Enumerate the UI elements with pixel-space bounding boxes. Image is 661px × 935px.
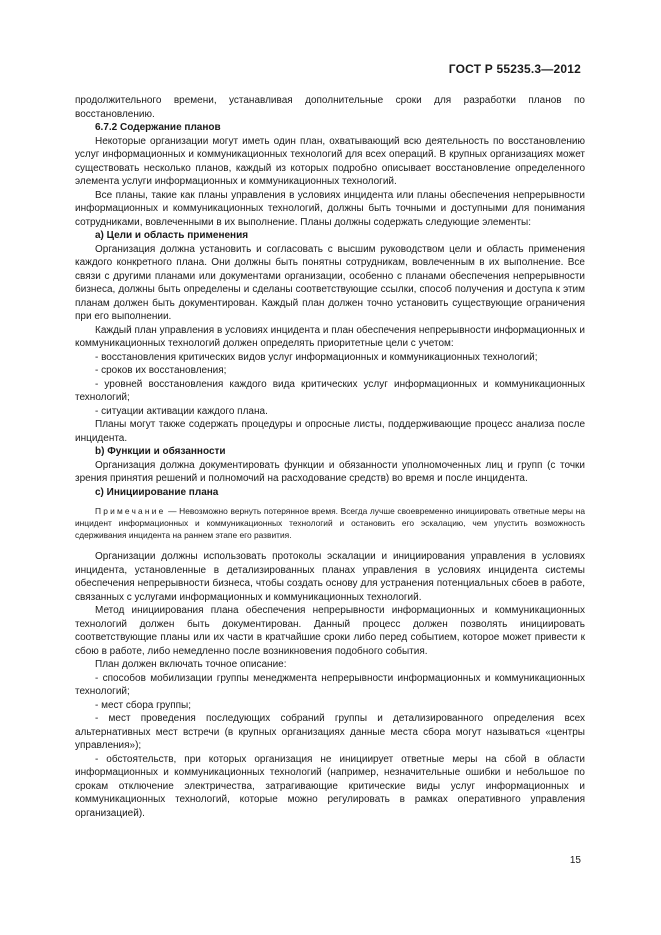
section-heading: 6.7.2 Содержание планов (95, 122, 221, 133)
paragraph: Все планы, такие как планы управления в условиях инцидента или планы обеспечения непрерывности информационных и коммуникационных технологий, должны быть точными и доступными для понимания сотрудниками, вовлеченными в их выполнение. Планы должны содержать следующие элементы: (75, 189, 585, 228)
paragraph: Некоторые организации могут иметь один план, охватывающий всю деятельность по восстановлению услуг информационных и коммуникационных технологий для всех операций. В крупных организациях может существовать несколько планов, каждый из которых подробно описывает восстановление определенного элемента услуги информационных и коммуникационных технологий. (75, 135, 585, 187)
subsection-heading-b: b) Функции и обязанности (95, 446, 226, 457)
paragraph: Метод инициирования плана обеспечения непрерывности информационных и коммуникационных технологий должен быть документирован. Данный процесс должен позволять инициировать соответствующие планы или их части в кратчайшие сроки либо перед событием, которое может привести к сбою в работе, либо немедленно после возникновения подобного события. (75, 605, 585, 657)
list-item: - мест сбора группы; (95, 699, 191, 711)
list-item: - мест проведения последующих собраний группы и детализированного определения всех альтернативных мест встречи (в крупных организациях данные места сбора могут называться «центры управления»); (75, 713, 585, 751)
document-header-id: ГОСТ Р 55235.3—2012 (448, 62, 581, 76)
paragraph: Планы могут также содержать процедуры и опросные листы, поддерживающие процесс анализа после инцидента. (75, 419, 585, 444)
list-item: - уровней восстановления каждого вида критических услуг информационных и коммуникационных технологий; (75, 378, 585, 403)
document-body (75, 94, 585, 820)
list-item: - способов мобилизации группы менеджмента непрерывности информационных и коммуникационных технологий; (75, 672, 585, 697)
list-item: - ситуации активации каждого плана. (95, 405, 268, 417)
list-item: - обстоятельств, при которых организация не инициирует ответные меры на сбой в области информационных и коммуникационных технологий (например, незначительные ошибки и небольшое по срокам отключение электричества, затрагивающие критические виды услуг информационных и коммуникационных технологий, которые можно регулировать в рамках оперативного управления организацией). (75, 753, 585, 819)
list-item: - сроков их восстановления; (95, 365, 227, 376)
list-item: - восстановления критических видов услуг информационных и коммуникационных технологий; (95, 351, 538, 363)
note-label: Примечание (95, 506, 166, 516)
paragraph: Организации должны использовать протоколы эскалации и инициирования управления в условиях инцидента, установленные в детализированных планах управления в условиях инцидента системы обеспечения непрерывности бизнеса, чтобы создать основу для устранения потенциальных сбоев в работе, связанных с услугами информационных и коммуникационных технологий. (75, 551, 585, 603)
subsection-heading-c: c) Инициирование плана (95, 486, 219, 498)
paragraph-continuation: продолжительного времени, устанавливая дополнительные сроки для разработки планов по восстановлению. (75, 95, 585, 120)
paragraph: Каждый план управления в условиях инцидента и план обеспечения непрерывности информационных и коммуникационных технологий должен определять приоритетные цели с учетом: (75, 324, 585, 349)
paragraph: Организация должна установить и согласовать с высшим руководством цели и область применения каждого конкретного плана. Они должны быть понятны сотрудникам, вовлеченным в их выполнение. Все связи с другими планами или документами организации, особенно с планами обеспечения непрерывности бизнеса, должны быть определены и сделаны соответствующие ссылки, способ получения и доступа к этим планам должен быть документирован. Каждый план должен точно установить существующие ограничения при его выполнении. (75, 243, 585, 322)
paragraph: План должен включать точное описание: (95, 659, 287, 670)
note (75, 505, 585, 541)
note-text: — Невозможно вернуть потерянное время. Всегда лучше своевременно инициировать ответные меры на инцидент информационных и коммуникационных технологий и остановить его эскалацию, чем упустить возможность сдерживания инцидента на раннем этапе его развития. (75, 506, 585, 540)
subsection-heading-a: а) Цели и область применения (95, 230, 249, 241)
paragraph: Организация должна документировать функции и обязанности уполномоченных лиц и групп (с точки зрения принятия решений и полномочий на расходование средств) во время и после инцидента. (75, 459, 585, 484)
page-number: 15 (569, 855, 581, 866)
